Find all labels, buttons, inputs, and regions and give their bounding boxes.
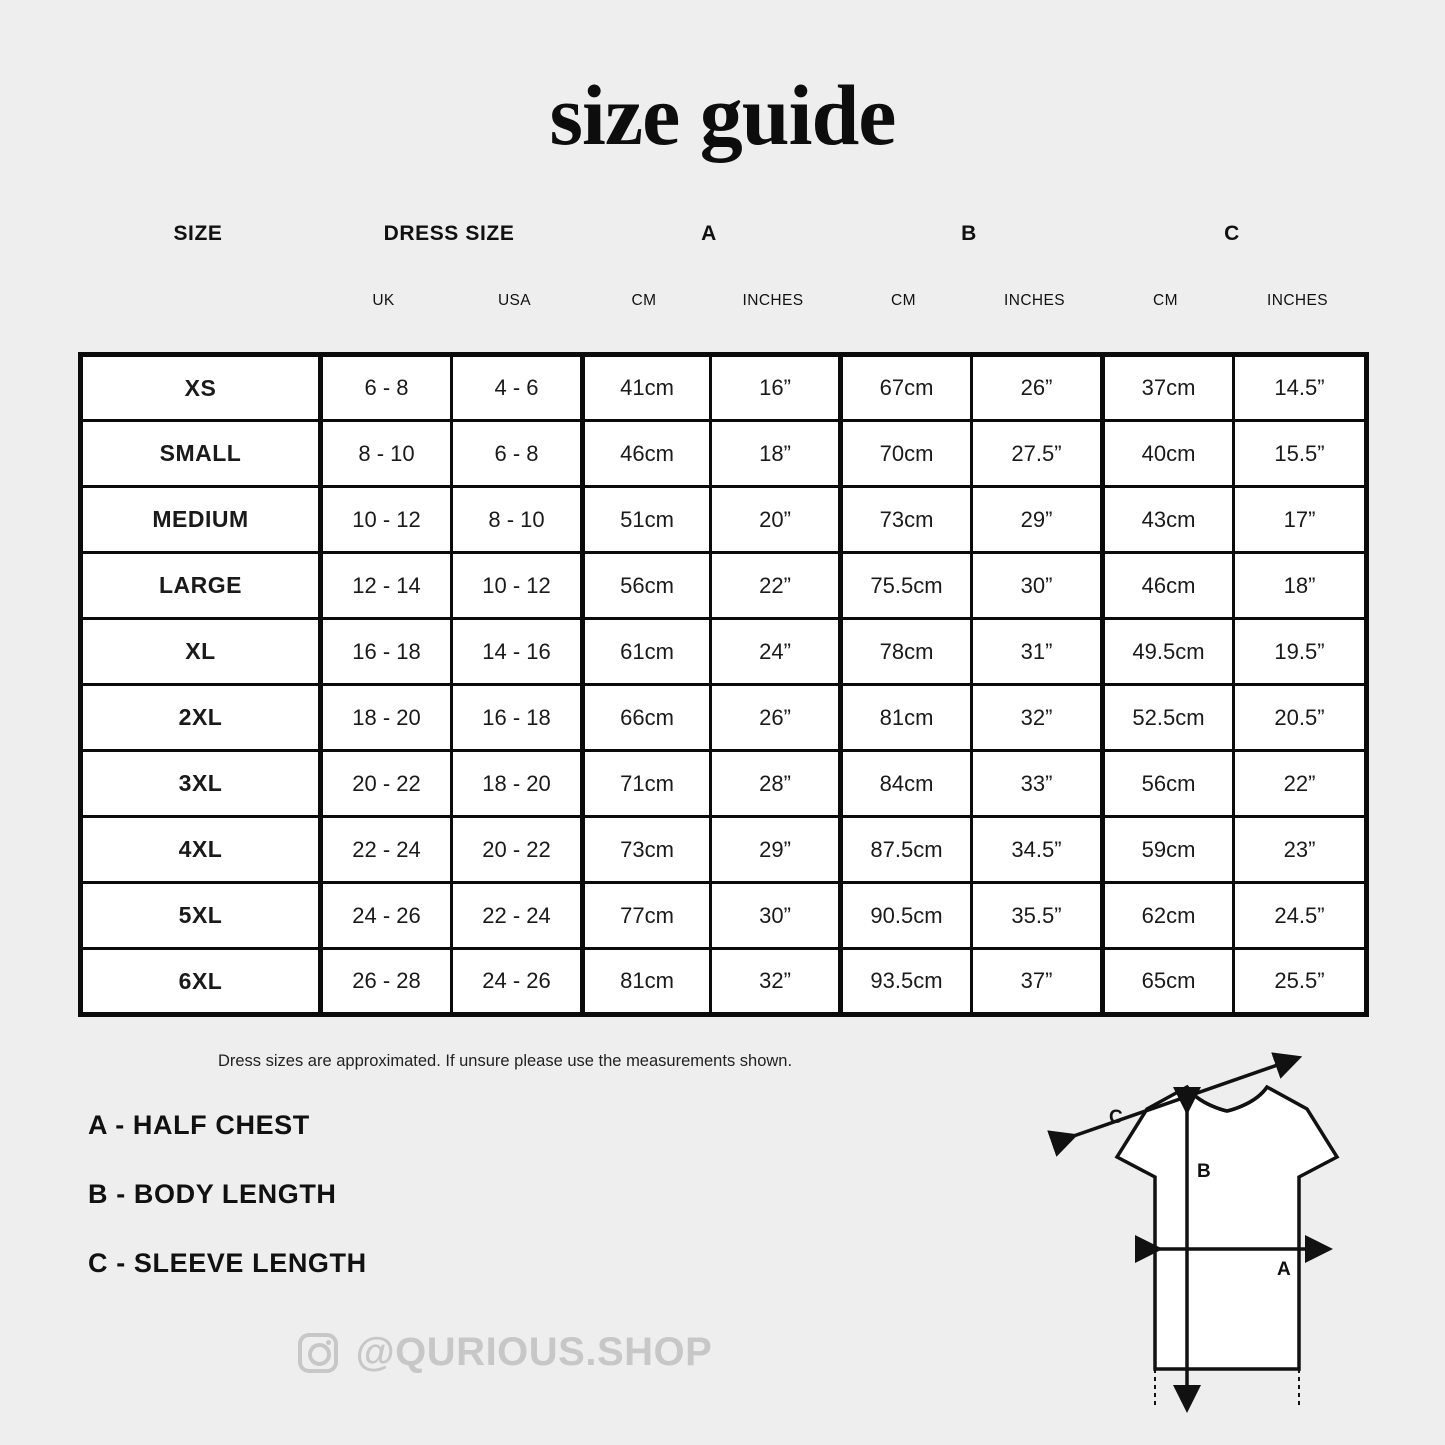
cell-uk: 10 - 12 bbox=[321, 487, 452, 553]
group-header-a: A bbox=[701, 222, 717, 245]
cell-b-cm: 87.5cm bbox=[841, 817, 972, 883]
cell-uk: 24 - 26 bbox=[321, 883, 452, 949]
unit-header-b-in: INCHES bbox=[1004, 292, 1065, 309]
cell-c-cm: 46cm bbox=[1103, 553, 1234, 619]
cell-a-cm: 56cm bbox=[583, 553, 711, 619]
cell-c-in: 20.5” bbox=[1234, 685, 1367, 751]
page-title: size guide bbox=[549, 67, 896, 163]
cell-a-cm: 73cm bbox=[583, 817, 711, 883]
cell-size: LARGE bbox=[81, 553, 321, 619]
cell-uk: 18 - 20 bbox=[321, 685, 452, 751]
unit-header-a-in: INCHES bbox=[742, 292, 804, 309]
cell-c-cm: 62cm bbox=[1103, 883, 1234, 949]
watermark bbox=[0, 1330, 1010, 1375]
unit-header-row bbox=[78, 250, 1364, 310]
cell-size: 6XL bbox=[81, 949, 321, 1015]
measurement-legend bbox=[88, 1110, 728, 1317]
cell-usa: 4 - 6 bbox=[452, 355, 583, 421]
cell-c-in: 25.5” bbox=[1234, 949, 1367, 1015]
cell-c-in: 18” bbox=[1234, 553, 1367, 619]
cell-c-cm: 37cm bbox=[1103, 355, 1234, 421]
cell-b-cm: 73cm bbox=[841, 487, 972, 553]
cell-a-in: 24” bbox=[711, 619, 841, 685]
cell-c-cm: 43cm bbox=[1103, 487, 1234, 553]
cell-size: 5XL bbox=[81, 883, 321, 949]
cell-b-in: 34.5” bbox=[972, 817, 1103, 883]
approximation-note: Dress sizes are approximated. If unsure please use the measurements shown. bbox=[217, 1052, 793, 1070]
cell-b-in: 32” bbox=[972, 685, 1103, 751]
cell-c-cm: 40cm bbox=[1103, 421, 1234, 487]
cell-c-cm: 49.5cm bbox=[1103, 619, 1234, 685]
diagram-label-a: A bbox=[1277, 1259, 1291, 1280]
cell-size: 2XL bbox=[81, 685, 321, 751]
cell-uk: 8 - 10 bbox=[321, 421, 452, 487]
cell-usa: 22 - 24 bbox=[452, 883, 583, 949]
cell-usa: 14 - 16 bbox=[452, 619, 583, 685]
cell-a-cm: 61cm bbox=[583, 619, 711, 685]
cell-usa: 6 - 8 bbox=[452, 421, 583, 487]
table-row bbox=[81, 883, 1367, 949]
cell-a-in: 29” bbox=[711, 817, 841, 883]
cell-usa: 8 - 10 bbox=[452, 487, 583, 553]
cell-b-cm: 93.5cm bbox=[841, 949, 972, 1015]
cell-b-cm: 70cm bbox=[841, 421, 972, 487]
unit-header-c-cm: CM bbox=[1153, 292, 1178, 309]
cell-uk: 6 - 8 bbox=[321, 355, 452, 421]
cell-size: MEDIUM bbox=[81, 487, 321, 553]
cell-c-in: 24.5” bbox=[1234, 883, 1367, 949]
unit-header-blank bbox=[78, 250, 318, 310]
group-header-row bbox=[78, 222, 1364, 250]
group-header-b: B bbox=[961, 222, 977, 245]
cell-a-cm: 77cm bbox=[583, 883, 711, 949]
cell-a-in: 26” bbox=[711, 685, 841, 751]
cell-uk: 22 - 24 bbox=[321, 817, 452, 883]
cell-b-in: 29” bbox=[972, 487, 1103, 553]
group-header-size: SIZE bbox=[173, 222, 223, 245]
cell-b-cm: 67cm bbox=[841, 355, 972, 421]
group-header-c: C bbox=[1224, 222, 1240, 245]
cell-b-in: 26” bbox=[972, 355, 1103, 421]
instagram-icon bbox=[298, 1333, 338, 1373]
diagram-label-b: B bbox=[1197, 1161, 1211, 1182]
table-row bbox=[81, 619, 1367, 685]
cell-c-in: 22” bbox=[1234, 751, 1367, 817]
cell-c-in: 19.5” bbox=[1234, 619, 1367, 685]
cell-b-in: 35.5” bbox=[972, 883, 1103, 949]
table-row bbox=[81, 949, 1367, 1015]
cell-a-cm: 41cm bbox=[583, 355, 711, 421]
unit-header-c-in: INCHES bbox=[1267, 292, 1328, 309]
tshirt-outline bbox=[1117, 1087, 1337, 1369]
cell-c-cm: 65cm bbox=[1103, 949, 1234, 1015]
unit-header-b-cm: CM bbox=[891, 292, 916, 309]
size-table bbox=[78, 352, 1369, 1017]
cell-a-cm: 81cm bbox=[583, 949, 711, 1015]
cell-a-in: 18” bbox=[711, 421, 841, 487]
legend-item-a: A - HALF CHEST bbox=[88, 1110, 310, 1140]
table-header-group bbox=[78, 222, 1364, 310]
cell-b-in: 31” bbox=[972, 619, 1103, 685]
legend-item-c: C - SLEEVE LENGTH bbox=[88, 1248, 367, 1278]
cell-c-in: 14.5” bbox=[1234, 355, 1367, 421]
cell-size: 4XL bbox=[81, 817, 321, 883]
cell-a-in: 20” bbox=[711, 487, 841, 553]
cell-b-cm: 84cm bbox=[841, 751, 972, 817]
cell-a-in: 28” bbox=[711, 751, 841, 817]
table-row bbox=[81, 487, 1367, 553]
cell-b-in: 33” bbox=[972, 751, 1103, 817]
cell-b-in: 30” bbox=[972, 553, 1103, 619]
cell-size: SMALL bbox=[81, 421, 321, 487]
table-row bbox=[81, 685, 1367, 751]
cell-b-cm: 90.5cm bbox=[841, 883, 972, 949]
cell-a-cm: 71cm bbox=[583, 751, 711, 817]
cell-a-cm: 51cm bbox=[583, 487, 711, 553]
tshirt-measurement-diagram bbox=[1037, 1039, 1417, 1429]
cell-usa: 20 - 22 bbox=[452, 817, 583, 883]
table-row bbox=[81, 421, 1367, 487]
cell-a-cm: 46cm bbox=[583, 421, 711, 487]
group-header-dress: DRESS SIZE bbox=[383, 222, 515, 245]
unit-header-uk: UK bbox=[372, 292, 395, 309]
cell-c-in: 17” bbox=[1234, 487, 1367, 553]
cell-uk: 12 - 14 bbox=[321, 553, 452, 619]
cell-b-cm: 78cm bbox=[841, 619, 972, 685]
cell-b-in: 27.5” bbox=[972, 421, 1103, 487]
cell-a-cm: 66cm bbox=[583, 685, 711, 751]
cell-c-in: 15.5” bbox=[1234, 421, 1367, 487]
cell-a-in: 30” bbox=[711, 883, 841, 949]
watermark-handle: @QURIOUS.SHOP bbox=[355, 1330, 713, 1374]
table-row bbox=[81, 355, 1367, 421]
cell-size: XL bbox=[81, 619, 321, 685]
cell-a-in: 22” bbox=[711, 553, 841, 619]
cell-uk: 26 - 28 bbox=[321, 949, 452, 1015]
cell-c-in: 23” bbox=[1234, 817, 1367, 883]
cell-uk: 20 - 22 bbox=[321, 751, 452, 817]
cell-a-in: 32” bbox=[711, 949, 841, 1015]
unit-header-usa: USA bbox=[497, 292, 532, 309]
table-row bbox=[81, 751, 1367, 817]
cell-c-cm: 56cm bbox=[1103, 751, 1234, 817]
cell-size: 3XL bbox=[81, 751, 321, 817]
diagram-label-c: C bbox=[1109, 1107, 1123, 1128]
tshirt-svg bbox=[1037, 1039, 1417, 1429]
cell-size: XS bbox=[81, 355, 321, 421]
cell-usa: 16 - 18 bbox=[452, 685, 583, 751]
cell-b-in: 37” bbox=[972, 949, 1103, 1015]
cell-a-in: 16” bbox=[711, 355, 841, 421]
cell-uk: 16 - 18 bbox=[321, 619, 452, 685]
cell-c-cm: 59cm bbox=[1103, 817, 1234, 883]
legend-item-b: B - BODY LENGTH bbox=[88, 1179, 337, 1209]
cell-usa: 10 - 12 bbox=[452, 553, 583, 619]
cell-b-cm: 75.5cm bbox=[841, 553, 972, 619]
table-row bbox=[81, 553, 1367, 619]
table-row bbox=[81, 817, 1367, 883]
cell-c-cm: 52.5cm bbox=[1103, 685, 1234, 751]
cell-b-cm: 81cm bbox=[841, 685, 972, 751]
unit-header-a-cm: CM bbox=[631, 292, 657, 309]
cell-usa: 24 - 26 bbox=[452, 949, 583, 1015]
cell-usa: 18 - 20 bbox=[452, 751, 583, 817]
